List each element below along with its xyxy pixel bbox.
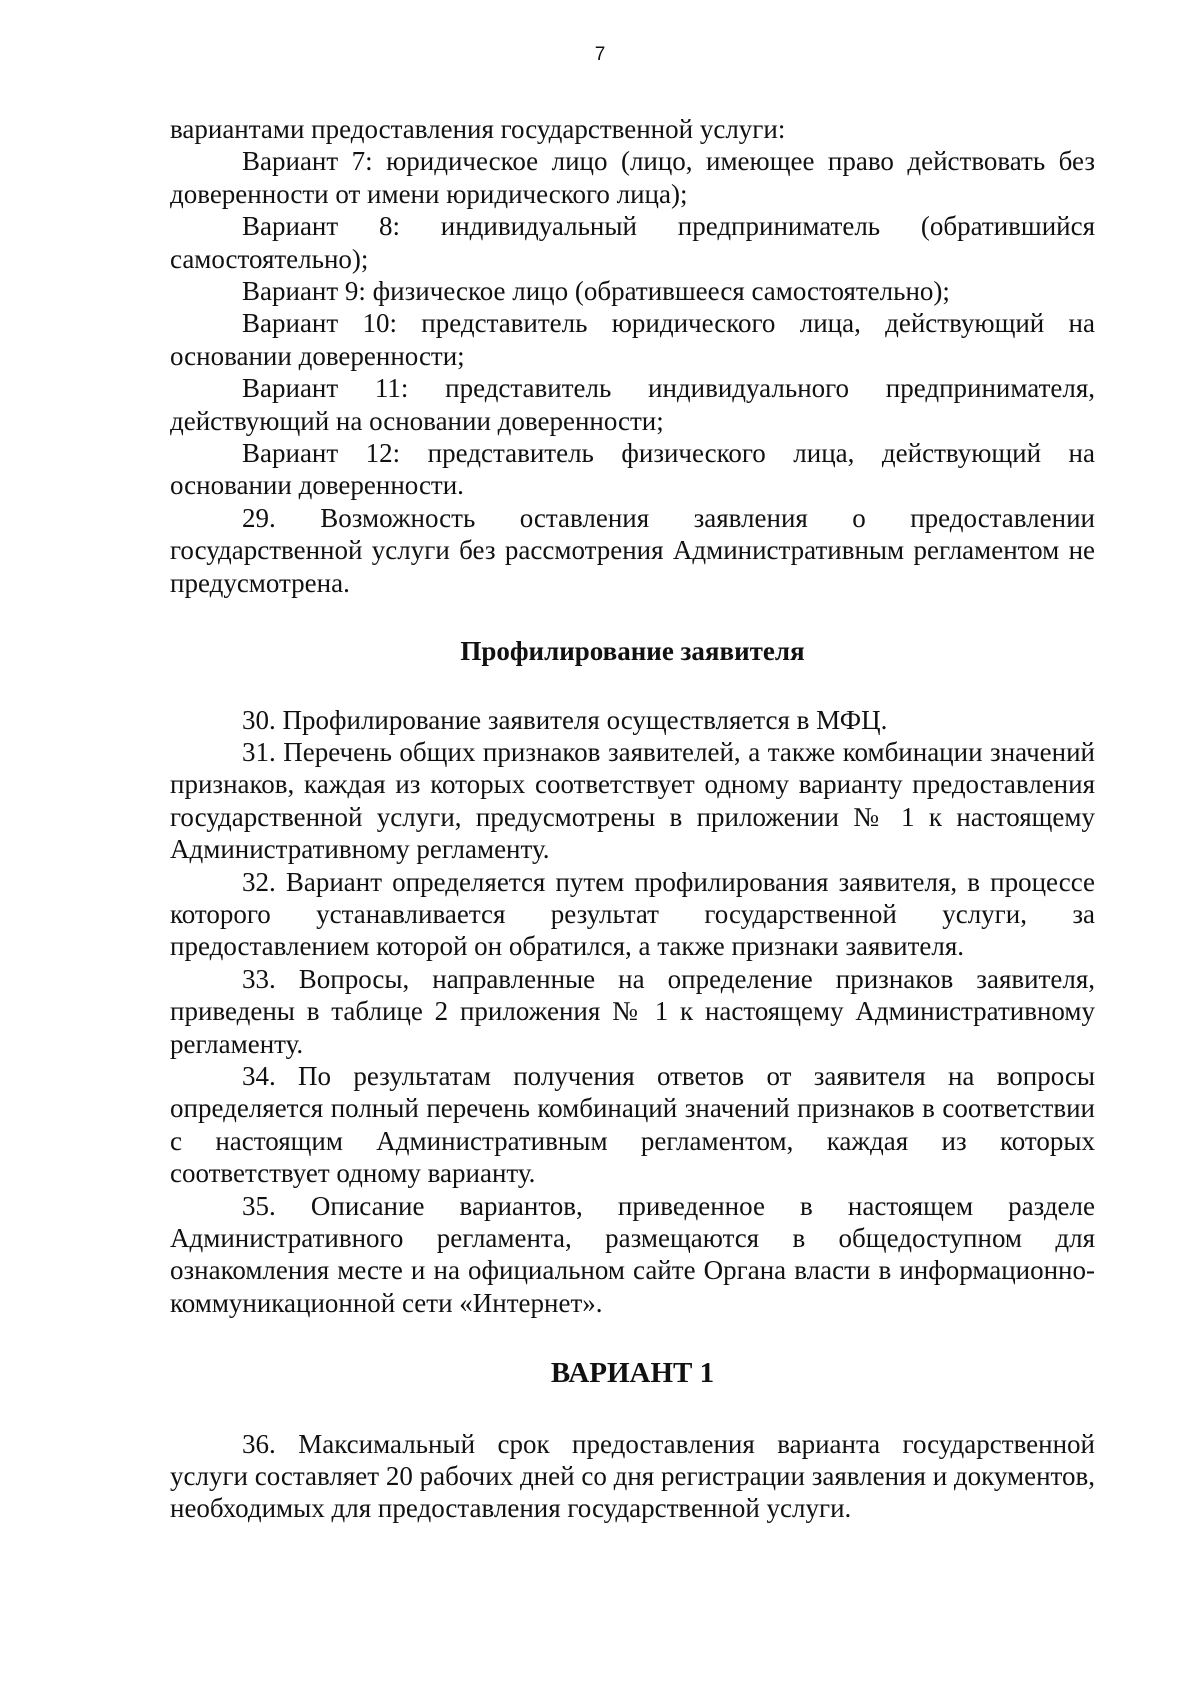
- paragraph-31: 31. Перечень общих признаков заявителей, а также комбинации значений признаков, каждая из которых соответствует одному варианту предоставления государственной услуги, предусмотрены в приложении № 1 к настоящему Административному регламенту.: [170, 736, 1095, 865]
- paragraph-32: 32. Вариант определяется путем профилирования заявителя, в процессе которого устанавливается результат государственной услуги, за предоставлением которой он обратился, а также признаки заявителя.: [170, 866, 1095, 962]
- paragraph-33: 33. Вопросы, направленные на определение признаков заявителя, приведены в таблице 2 приложения № 1 к настоящему Административному регламенту.: [170, 963, 1095, 1059]
- paragraph-29: 29. Возможность оставления заявления о предоставлении государственной услуги без рассмотрения Административным регламентом не предусмотрена.: [170, 502, 1095, 598]
- document-body: [170, 113, 1095, 1525]
- paragraph-34: 34. По результатам получения ответов от заявителя на вопросы определяется полный перечень комбинаций значений признаков в соответствии с настоящим Административным регламентом, каждая из которых соответствует одному варианту.: [170, 1060, 1095, 1189]
- paragraph-variant-12: Вариант 12: представитель физического лица, действующий на основании доверенности.: [170, 438, 1095, 501]
- paragraph-continuation: вариантами предоставления государственной услуги:: [170, 114, 786, 144]
- paragraph-35: 35. Описание вариантов, приведенное в настоящем разделе Административного регламента, размещаются в общедоступном для ознакомления месте и на официальном сайте Органа власти в информационно-коммуникационной сети «Интернет».: [170, 1190, 1095, 1318]
- section-heading-profiling: Профилирование заявителя: [460, 636, 805, 667]
- page-number: 7: [594, 44, 606, 65]
- paragraph-variant-7: Вариант 7: юридическое лицо (лицо, имеющее право действовать без доверенности от имени юридического лица);: [170, 146, 1095, 209]
- paragraph-30: 30. Профилирование заявителя осуществляется в МФЦ.: [242, 704, 888, 735]
- section-heading-variant-1: ВАРИАНТ 1: [550, 1357, 715, 1390]
- paragraph-36: 36. Максимальный срок предоставления варианта государственной услуги составляет 20 рабочих дней со дня регистрации заявления и документов, необходимых для предоставления государственной услуги.: [170, 1428, 1095, 1524]
- paragraph-variant-11: Вариант 11: представитель индивидуального предпринимателя, действующий на основании доверенности;: [170, 373, 1095, 436]
- paragraph-variant-10: Вариант 10: представитель юридического лица, действующий на основании доверенности;: [170, 308, 1095, 371]
- paragraph-variant-8: Вариант 8: индивидуальный предприниматель (обратившийся самостоятельно);: [170, 211, 1095, 274]
- paragraph-variant-9: Вариант 9: физическое лицо (обратившееся самостоятельно);: [242, 276, 950, 307]
